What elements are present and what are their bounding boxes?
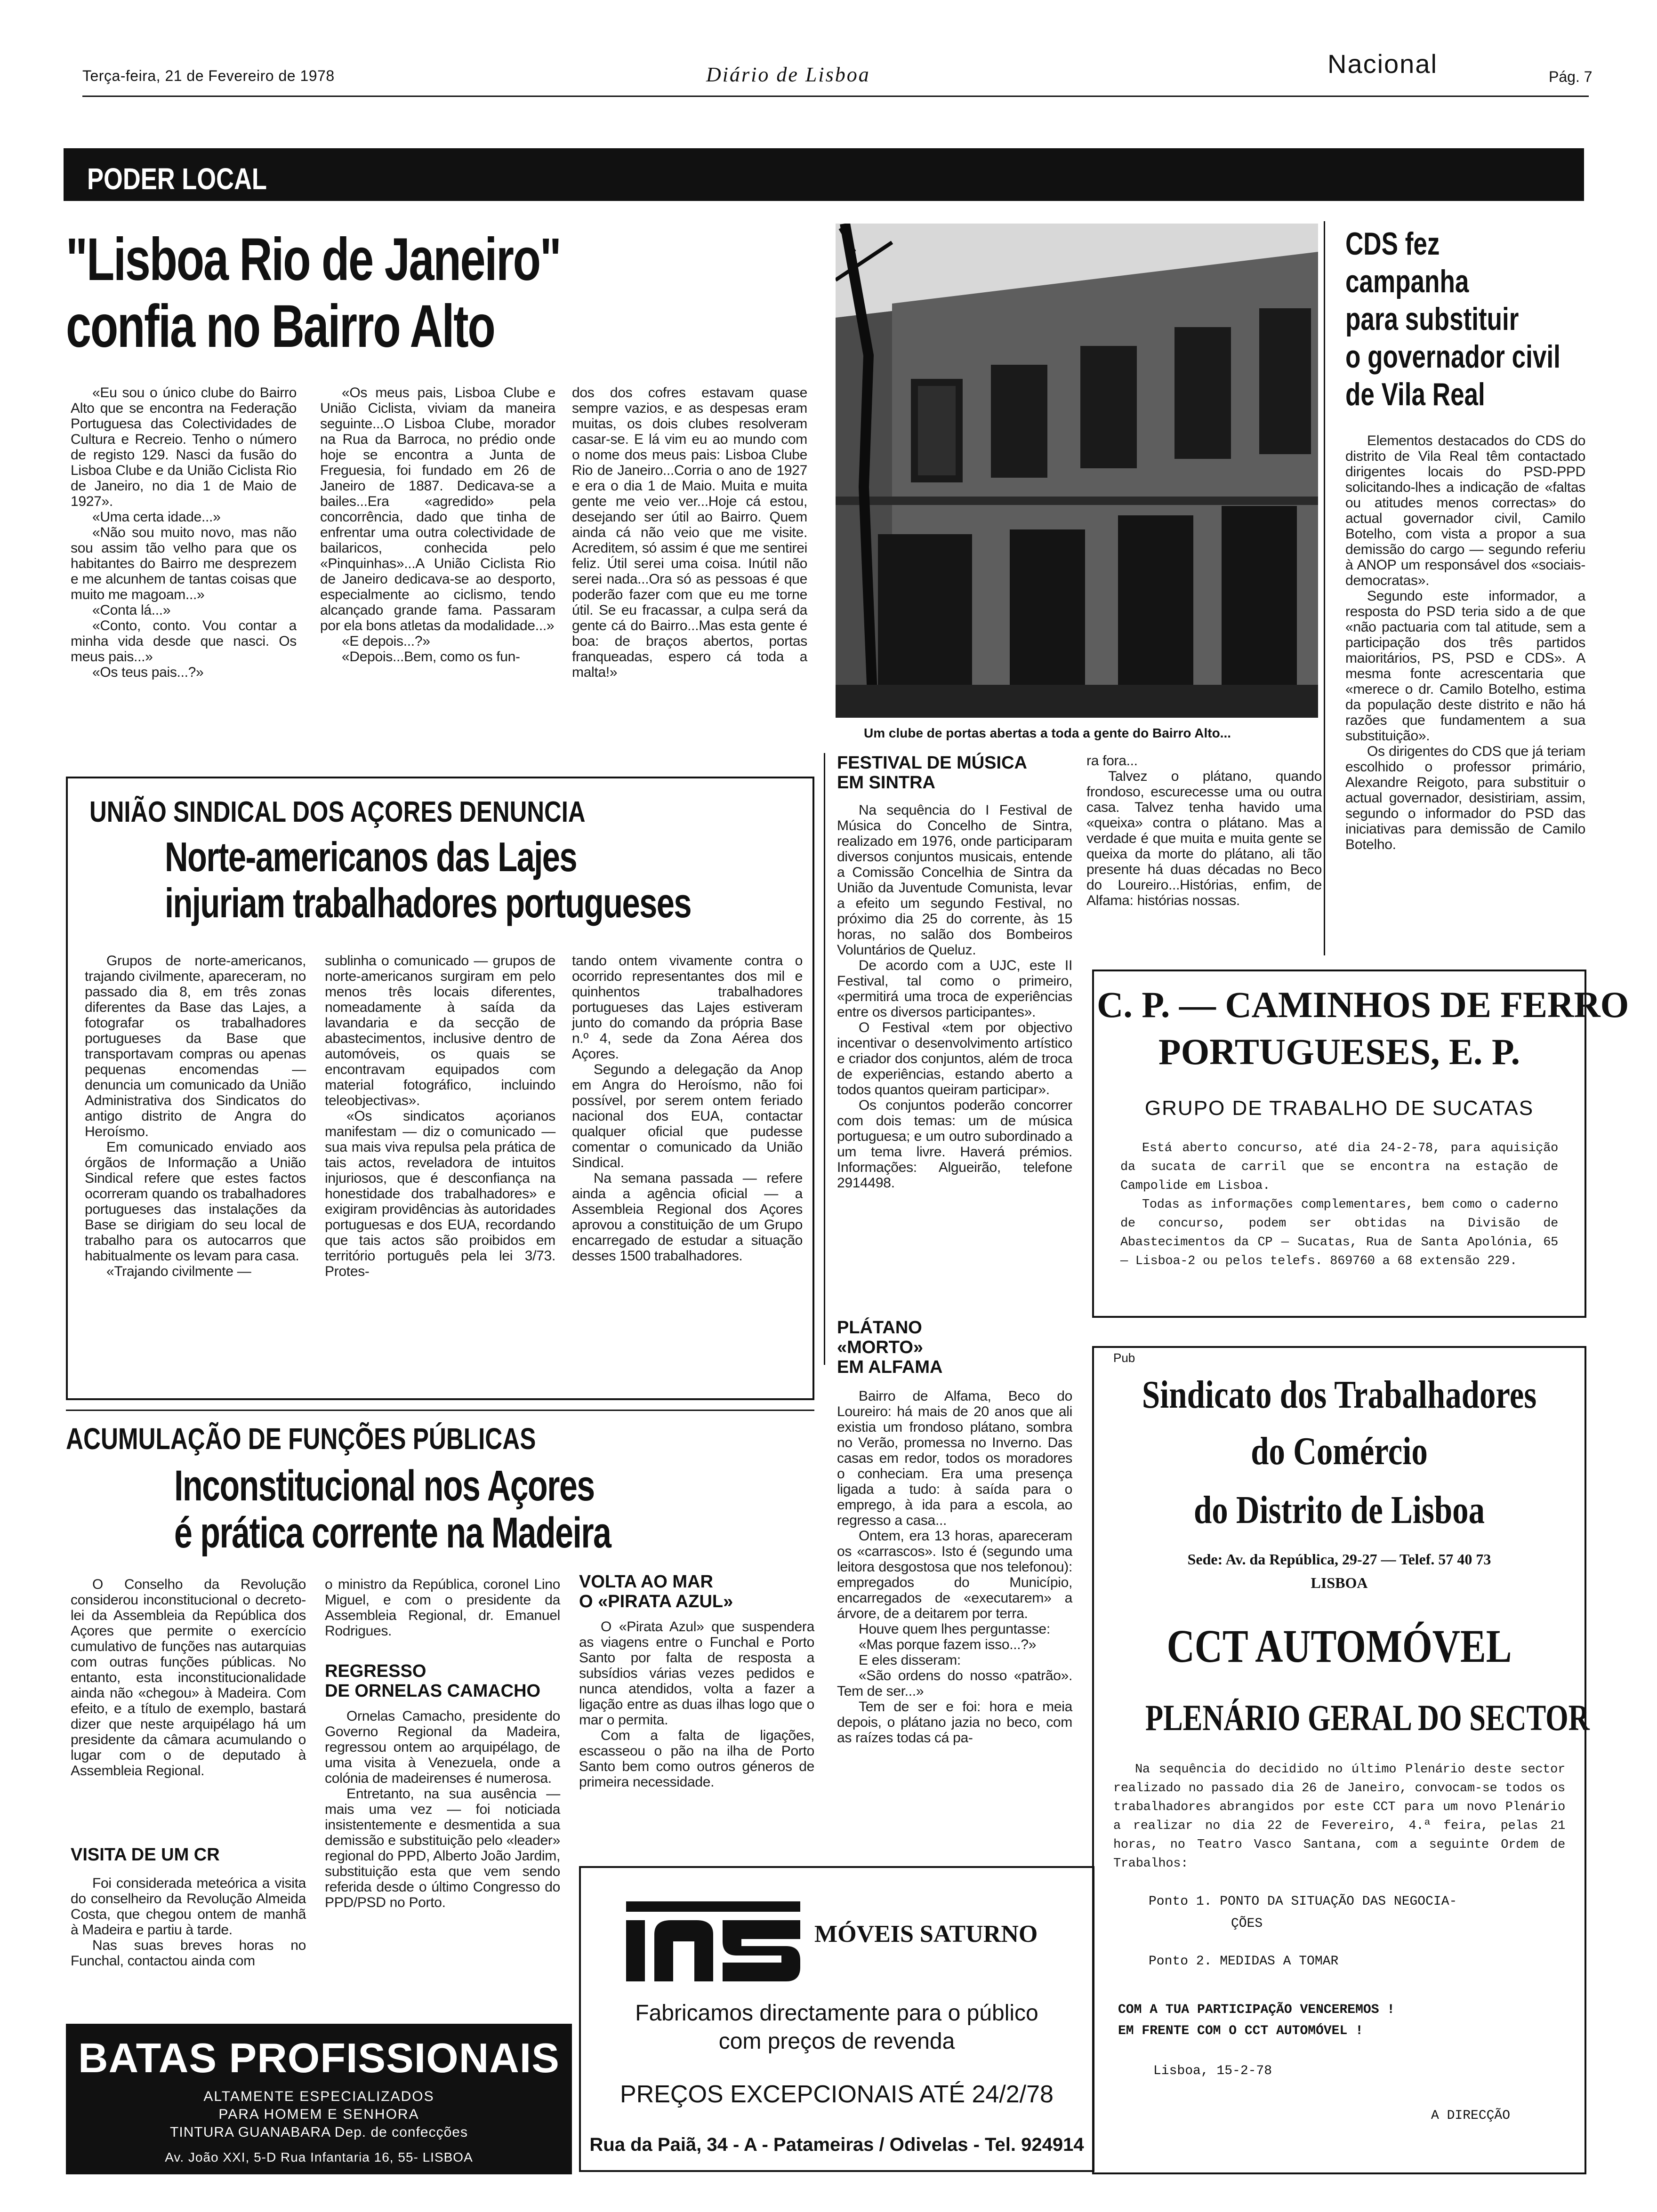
- sindicato-slogan: EM FRENTE COM O CCT AUTOMÓVEL !: [1118, 2024, 1363, 2038]
- paragraph: «Não sou muito novo, mas não sou assim tão velho para que os habitantes do Bairro me desprezem e me alcunhem de tantas coisas que muito me magoam...»: [71, 525, 297, 602]
- cds-headline-line: campanha: [1345, 264, 1469, 299]
- section-rule: [66, 1410, 814, 1411]
- batas-ad-line: ALTAMENTE ESPECIALIZADOS: [203, 2089, 434, 2104]
- cct-title: CCT AUTOMÓVEL: [1166, 1620, 1512, 1672]
- paragraph: Na semana passada — refere ainda a agência oficial — a Assembleia Regional dos Açores aprovou a constituição de um Grupo encarregado de estudar a situação desses 1500 trabalhadores.: [572, 1170, 803, 1264]
- paragraph: o ministro da República, coronel Lino Miguel, e com o presidente da Assembleia Regional, dr. Emanuel Rodrigues.: [325, 1577, 560, 1639]
- paragraph: sublinha o comunicado — grupos de norte-americanos surgiram em pelo menos três locais diferentes, nomeadamente à saída da lavandaria e da secção de abastecimentos, inclusive dentro de automóveis, os quais se encontravam equipados com material fotográfico, incluindo teleobjectivas».: [325, 953, 555, 1108]
- saturno-logo: [626, 1901, 800, 1981]
- platano-col-2: [1086, 753, 1322, 908]
- cds-body: [1345, 433, 1585, 852]
- paragraph: Grupos de norte-americanos, trajando civilmente, apareceram, no passado dia 8, em três zonas diferentes da Base das Lajes, a fotografar os trabalhadores portugueses da Base que transportavam compras ou apenas pequenas encomendas — denuncia um comunicado da União Administrativa dos Sindicatos do antigo distrito de Angra do Heroísmo.: [85, 953, 306, 1139]
- paragraph: «São ordens do nosso «patrão». Tem de ser...»: [837, 1668, 1072, 1699]
- paragraph: ra fora...: [1086, 753, 1138, 769]
- festival-headline: [837, 753, 1072, 793]
- paragraph: «Os teus pais...?»: [92, 665, 204, 680]
- festival-headline-line: EM SINTRA: [837, 773, 935, 793]
- acores-col-1: [85, 953, 306, 1279]
- cds-headline: [1345, 225, 1590, 413]
- saturno-brand: MÓVEIS SATURNO: [814, 1921, 1038, 1948]
- volta-headline-line: O «PIRATA AZUL»: [579, 1592, 733, 1611]
- paragraph: Elementos destacados do CDS do distrito de Vila Real têm contactado dirigentes locais do PSD-PPD solicitando-lhes a indicação de «faltas ou atitudes menos correctas» do actual governador civil, Camilo Botelho, com vista a propor a sua demissão do cargo — segundo referiu à ANOP um responsável dos «sociais-democratas».: [1345, 433, 1585, 588]
- sindicato-date: Lisboa, 15-2-78: [1153, 2064, 1272, 2078]
- batas-ad-line: Av. João XXI, 5-D Rua Infantaria 16, 55- LISBOA: [165, 2150, 473, 2164]
- paragraph: «Os meus pais, Lisboa Clube e União Ciclista, viviam da maneira seguinte...O Lisboa Clube, morador na Rua da Barroca, no prédio onde hoje se encontra a Junta de Freguesia, foi fundado em 26 de Janeiro de 1887. Dedicava-se a bailes...Era «agredido» pela concorrência, dado que tinha de enfrentar uma outra colectividade de bailaricos, conhecida pelo «Pinquinhas»...A União Ciclista Rio de Janeiro dedicava-se ao desporto, especialmente ao ciclismo, tendo alcançado grande fama. Passaram por ela bons atletas da modalidade...»: [320, 385, 555, 633]
- acores-kicker: UNIÃO SINDICAL DOS AÇORES DENUNCIA: [89, 796, 586, 828]
- paragraph: «Conta lá...»: [92, 602, 171, 618]
- paragraph: O «Pirata Azul» que suspendera as viagens entre o Funchal e Porto Santo por falta de resposta a subsídios várias vezes pedidos e nunca atendidos, volta a fazer a ligação entre as duas ilhas logo que o mar o permita.: [579, 1619, 814, 1728]
- ordem-ponto: Ponto 1. PONTO DA SITUAÇÃO DAS NEGOCIA-: [1149, 1894, 1457, 1909]
- paragraph: «Conto, conto. Vou contar a minha vida desde que nasci. Os meus pais...»: [71, 618, 297, 665]
- acores-col-2: [325, 953, 555, 1279]
- paragraph: Entretanto, na sua ausência — mais uma vez — foi noticiada insistentemente e desmentida a sua demissão e substituição pelo «leader» regional do PPD, Alberto João Jardim, substituição esta que vem sendo referida desde o último Congresso do PPD/PSD no Porto.: [325, 1786, 560, 1910]
- column-rule: [1324, 221, 1325, 955]
- volta-body: [579, 1619, 814, 1790]
- volta-headline: [579, 1572, 814, 1611]
- paragraph: «Uma certa idade...»: [92, 509, 221, 525]
- paragraph: «Eu sou o único clube do Bairro Alto que se encontra na Federação Portuguesa das Colectividades de Cultura e Recreio. Tenho o número de registo 129. Nasci da fusão do Lisboa Clube e da União Ciclista Rio de Janeiro, no dia 1 de Maio de 1927».: [71, 385, 297, 509]
- paragraph: «E depois...?»: [342, 633, 430, 649]
- bairro-alto-photo: [836, 224, 1318, 718]
- regresso-headline-line: REGRESSO: [325, 1661, 426, 1681]
- paragraph: Segundo a delegação da Anop em Angra do Heroísmo, não foi possível, por serem ontem feriado nacional dos EUA, contactar qualquer oficial que pudesse comentar o comunicado da União Sindical.: [572, 1062, 803, 1170]
- acores-col-3: [572, 953, 803, 1264]
- cds-headline-line: o governador civil: [1345, 339, 1560, 375]
- paragraph: Na sequência do decidido no último Plenário deste sector realizado no passado dia 26 de Janeiro, convocam-se todos os trabalhadores abrangidos por este CCT para um novo Plenário a realizar no dia 22 de Fevereiro, 4.ª feira, pelas 21 horas, no Teatro Vasco Santana, com a seguinte Ordem de Trabalhos:: [1113, 1763, 1565, 1871]
- paragraph: Ontem, era 13 horas, apareceram os «carrascos». Isto é (segundo uma leitora desgostosa que nos telefonou): empregados do Município, encarregados de «executarem» a árvore, de a deitarem por terra.: [837, 1528, 1072, 1621]
- batas-ad-line: TINTURA GUANABARA Dep. de confecções: [170, 2124, 468, 2140]
- paragraph: Na sequência do I Festival de Música do Concelho de Sintra, realizado em 1976, onde participaram diversos conjuntos musicais, entende a Comissão Concelhia de Sintra da União da Juventude Comunista, levar a efeito um segundo Festival, no próximo dia 25 do corrente, às 15 horas, no salão dos Bombeiros Voluntários de Queluz.: [837, 802, 1072, 958]
- lisboa-col-3: [572, 385, 807, 680]
- paragraph: E eles disseram:: [859, 1652, 961, 1668]
- regresso-headline: [325, 1661, 560, 1701]
- sindicato-body: [1113, 1760, 1565, 1873]
- paragraph: De acordo com a UJC, este II Festival, tal como o primeiro, «permitirá uma troca de experiências entre os diversos participantes».: [837, 958, 1072, 1020]
- lisboa-headline-2: confia no Bairro Alto: [66, 293, 495, 360]
- masthead-section: Nacional: [1327, 49, 1438, 79]
- sindicato-name: do Distrito de Lisboa: [1193, 1488, 1485, 1532]
- paragraph: O Conselho da Revolução considerou inconstitucional o decreto-lei da Assembleia da República dos Açores que permite o exercício cumulativo de funções nas autarquias com outras funções públicas. No entanto, esta inconstitucionalidade ainda não «chegou» à Madeira. Com efeito, e a título de exemplo, bastará dizer que neste arquipélago há um presidente da câmara acumulando o lugar com o de deputado à Assembleia Regional.: [71, 1577, 306, 1779]
- paragraph: Segundo este informador, a resposta do PSD teria sido a de que «não pactuaria com tal atitude, sem a participação dos três partidos maioritários, PS, PSD e CDS». A mesma fonte acrescentaria que «merece o dr. Camilo Botelho, estima da população deste distrito e não há razões que fundamentem a sua substituição».: [1345, 588, 1585, 744]
- masthead-date: Terça-feira, 21 de Fevereiro de 1978: [82, 67, 335, 84]
- paragraph: Tem de ser e foi: hora e meia depois, o plátano jazia no beco, com as raízes todas cá pa-: [837, 1699, 1072, 1746]
- acumulacao-kicker: ACUMULAÇÃO DE FUNÇÕES PÚBLICAS: [66, 1422, 536, 1456]
- paragraph: Bairro de Alfama, Beco do Loureiro: há mais de 20 anos que ali existia um frondoso plátano, sombra no Verão, promessa no Inverno. Das casas em redor, todos os moradores o conheciam. Era uma presença ligada a tudo: à saída para o emprego, à ida para a escola, ao regresso a casa...: [837, 1388, 1072, 1528]
- paragraph: tando ontem vivamente contra o ocorrido representantes dos mil e quinhentos trabalhadores portugueses das Lajes estiveram junto do comando da própria Base n.º 4, sede da Zona Aérea dos Açores.: [572, 953, 803, 1062]
- paragraph: Está aberto concurso, até dia 24-2-78, para aquisição da sucata de carril que se encontra na estação de Campolide em Lisboa.: [1120, 1141, 1558, 1193]
- cds-headline-line: CDS fez: [1345, 226, 1440, 262]
- acores-headline-2: injuriam trabalhadores portugueses: [165, 880, 691, 926]
- paragraph: Os conjuntos poderão concorrer com dois temas: um de música portuguesa; e um outro subordinado a um tema livre. Haverá prémios. Informações: Algueirão, telefone 2914498.: [837, 1098, 1072, 1191]
- cp-ad-body: [1120, 1139, 1558, 1271]
- sindicato-slogan: COM A TUA PARTICIPAÇÃO VENCEREMOS !: [1118, 2003, 1395, 2017]
- paragraph: «Trajando civilmente —: [106, 1264, 251, 1279]
- sindicato-city: LISBOA: [1311, 1574, 1368, 1591]
- cds-headline-line: para substituir: [1345, 301, 1519, 337]
- plenario-title: PLENÁRIO GERAL DO SECTOR: [1145, 1697, 1590, 1738]
- cds-headline-line: de Vila Real: [1345, 377, 1485, 412]
- festival-body: [837, 802, 1072, 1191]
- masthead: [19, 45, 1638, 96]
- acores-headline-1: Norte-americanos das Lajes: [165, 834, 577, 880]
- ordem-ponto: Ponto 2. MEDIDAS A TOMAR: [1149, 1954, 1339, 1969]
- paragraph: «Depois...Bem, como os fun-: [342, 649, 520, 665]
- saturno-line: Fabricamos directamente para o público: [635, 2001, 1038, 2026]
- paragraph: dos dos cofres estavam quase sempre vazios, e as despesas eram muitas, os dois clubes resolveram casar-se. E lá vim eu ao mundo com o nome dos meus pais: Lisboa Clube Rio de Janeiro...Corria o ano de 1927 e era o dia 1 de Maio. Muita e muita gente me veio ver...Hoje cá estou, desejando ser útil ao Bairro. Quem ainda cá não veio que me visite. Acreditem, só assim é que me sentirei feliz. Útil serei uma coisa. Inútil não serei nada...Ora só as pessoas é que poderão fazer com que eu me torne útil. Se eu fracassar, a culpa será da gente cá do Bairro...Mas esta gente é boa: de braços abertos, portas franqueadas, espero cá toda a malta!»: [572, 385, 807, 680]
- paragraph: Com a falta de ligações, escasseou o pão na ilha de Porto Santo bem como outros géneros de primeira necessidade.: [579, 1728, 814, 1790]
- masthead-page: Pág. 7: [1549, 68, 1593, 85]
- sindicato-name: do Comércio: [1251, 1429, 1428, 1473]
- saturno-promo: PREÇOS EXCEPCIONAIS ATÉ 24/2/78: [620, 2081, 1054, 2108]
- platano-headline: [837, 1318, 1072, 1377]
- saturno-address: Rua da Paiã, 34 - A - Patameiras / Odivelas - Tel. 924914: [589, 2134, 1084, 2155]
- cp-ad-title: C. P. — CAMINHOS DE FERRO: [1097, 984, 1629, 1025]
- lisboa-col-2: [320, 385, 555, 665]
- platano-headline-line: EM ALFAMA: [837, 1357, 943, 1377]
- lisboa-col-1: [71, 385, 297, 680]
- paragraph: Os dirigentes do CDS que já teriam escolhido o professor primário, Alexandre Reigoto, para substituir o actual governador, desistiriam, assim, segundo o informador do PSD das iniciativas para demissão de Camilo Botelho.: [1345, 744, 1585, 852]
- building-photo-illustration: [836, 224, 1318, 718]
- volta-headline-line: VOLTA AO MAR: [579, 1572, 713, 1592]
- acumulacao-col-1: [71, 1577, 306, 1779]
- batas-ad: [66, 2024, 572, 2174]
- column-rule: [824, 753, 825, 1365]
- paragraph: «Mas porque fazem isso...?»: [859, 1637, 1037, 1652]
- platano-headline-line: PLÁTANO: [837, 1318, 922, 1338]
- section-banner-title: PODER LOCAL: [87, 162, 267, 196]
- regresso-headline-line: DE ORNELAS CAMACHO: [325, 1681, 541, 1701]
- paragraph: Foi considerada meteórica a visita do conselheiro da Revolução Almeida Costa, que chegou ontem de manhã à Madeira e partiu à tarde.: [71, 1875, 306, 1938]
- saturno-line: com preços de revenda: [718, 2029, 955, 2054]
- paragraph: Ornelas Camacho, presidente do Governo Regional da Madeira, regressou ontem ao arquipélago, de uma visita à Venezuela, onde a colónia de madeirenses é numerosa.: [325, 1708, 560, 1786]
- paragraph: Talvez o plátano, quando frondoso, escurecesse uma ou outra casa. Talvez tenha havido uma «queixa» contra o plátano. Mas a verdade é que muita e muita gente se queixa da morte do plátano, ali tão presente há duas décadas no Beco do Loureiro...Histórias, enfim, de Alfama: histórias nossas.: [1086, 769, 1322, 908]
- paragraph: «Os sindicatos açorianos manifestam — diz o comunicado — sua mais viva repulsa pela prática de tais actos, reveladora de intuitos injuriosos, que é desconfiança na honestidade dos trabalhadores» e exigiram providências às autoridades portuguesas e dos EUA, recordando que tais actos são proibidos em território português pela lei 3/73. Protes-: [325, 1108, 555, 1279]
- masthead-paper: Diário de Lisboa: [706, 63, 870, 86]
- platano-headline-line: «MORTO»: [837, 1338, 924, 1357]
- visita-headline: VISITA DE UM CR: [71, 1845, 220, 1865]
- acumulacao-headline-1: Inconstitucional nos Açores: [174, 1462, 595, 1510]
- paragraph: Nas suas breves horas no Funchal, contactou ainda com: [71, 1938, 306, 1969]
- cp-ad-subtitle: GRUPO DE TRABALHO DE SUCATAS: [1144, 1097, 1534, 1120]
- batas-ad-line: PARA HOMEM E SENHORA: [218, 2107, 419, 2122]
- acumulacao-headline-2: é prática corrente na Madeira: [174, 1509, 611, 1557]
- ordem-ponto-cont: ÇÕES: [1231, 1916, 1263, 1931]
- festival-headline-line: FESTIVAL DE MÚSICA: [837, 753, 1027, 773]
- batas-ad-title: BATAS PROFISSIONAIS: [78, 2035, 560, 2081]
- platano-col-1: [837, 1388, 1072, 1746]
- section-banner: [64, 148, 1584, 201]
- sindicato-pub: Pub: [1113, 1351, 1135, 1365]
- paragraph: Houve quem lhes perguntasse:: [859, 1621, 1050, 1637]
- sindicato-sede: Sede: Av. da República, 29-27 — Telef. 57 40 73: [1187, 1551, 1491, 1568]
- acumulacao-col-2: [325, 1577, 560, 1639]
- sindicato-name: Sindicato dos Trabalhadores: [1142, 1373, 1537, 1417]
- cp-ad-title: PORTUGUESES, E. P.: [1158, 1031, 1520, 1072]
- saturno-logo-icon: [626, 1901, 800, 1981]
- photo-caption: Um clube de portas abertas a toda a gente do Bairro Alto...: [864, 726, 1231, 740]
- regresso-body: [325, 1708, 560, 1910]
- sindicato-signature: A DIRECÇÃO: [1431, 2108, 1511, 2123]
- lisboa-headline-1: "Lisboa Rio de Janeiro": [66, 226, 561, 293]
- masthead-rule: [82, 96, 1589, 97]
- paragraph: Todas as informações complementares, bem como o caderno de concurso, podem ser obtidas na Divisão de Abastecimentos da CP — Sucatas, Rua de Santa Apolónia, 65 — Lisboa-2 ou pelos telefs. 869760 a 68 extensão 229.: [1120, 1198, 1558, 1268]
- paragraph: O Festival «tem por objectivo incentivar o desenvolvimento artístico e criador dos conjuntos, além de troca de experiências, estando aberto a todos quantos queiram participar».: [837, 1020, 1072, 1098]
- paragraph: Em comunicado enviado aos órgãos de Informação a União Sindical refere que estes factos ocorreram quando os trabalhadores portugueses das instalações da Base se dirigiam do seu local de trabalho para os autocarros que habitualmente os levam para casa.: [85, 1139, 306, 1264]
- visita-body: [71, 1875, 306, 1969]
